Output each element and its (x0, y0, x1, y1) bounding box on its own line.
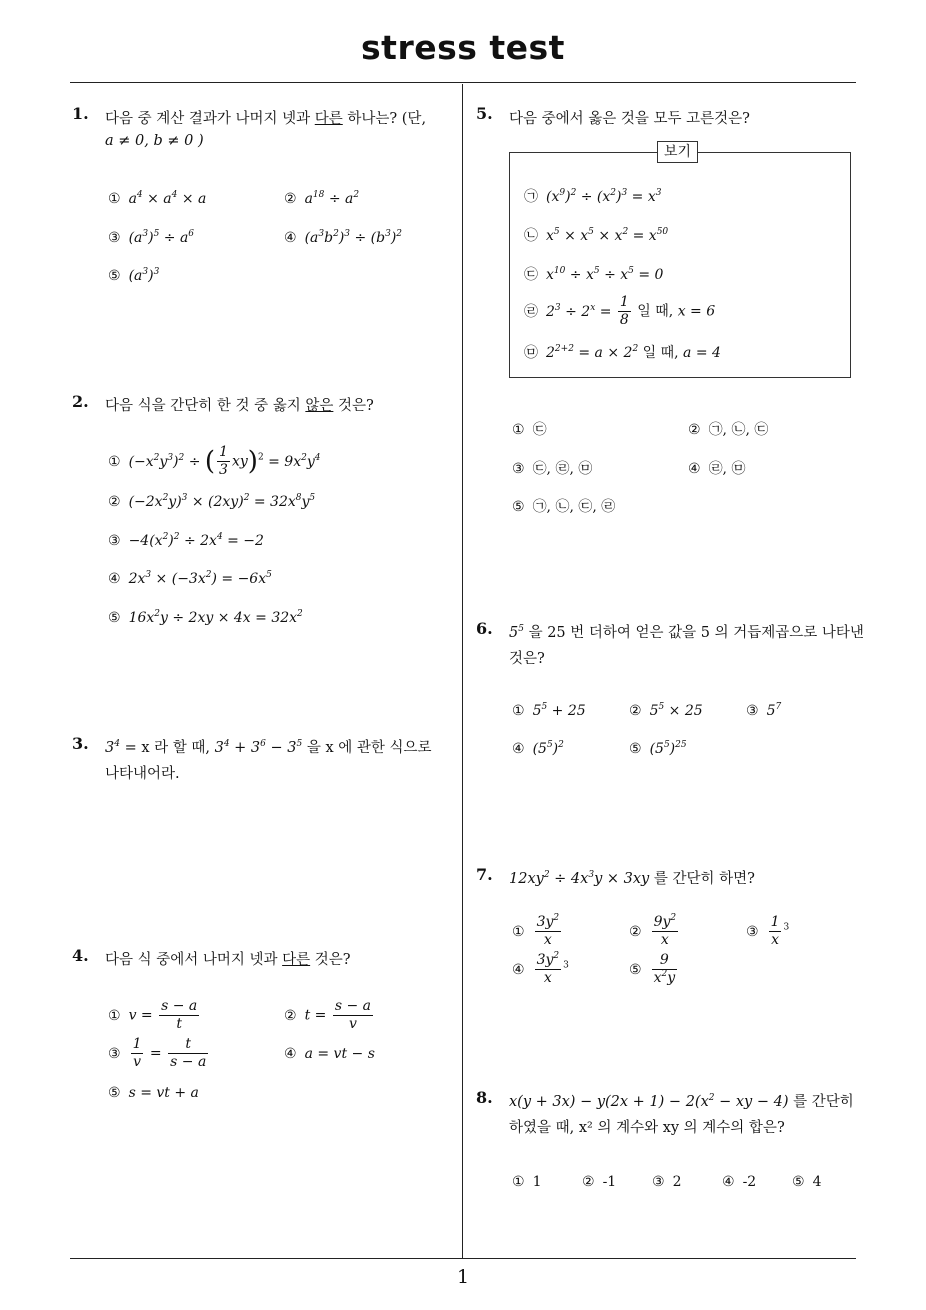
column-divider (462, 84, 463, 1259)
choice-4[interactable]: ④ -2 (722, 1174, 757, 1190)
question-number: 3. (72, 734, 89, 753)
choice-2[interactable]: ② ㉠, ㉡, ㉢ (688, 422, 769, 438)
choice-4[interactable]: ④ ㉣, ㉤ (688, 461, 746, 477)
question-number: 1. (72, 104, 89, 123)
question-text: $12xy^2 \div 4x^3y \times 3xy$ 를 간단히 하면? (509, 870, 755, 887)
question-text: 다음 중 계산 결과가 나머지 넷과 다른 하나는? (단, (105, 111, 427, 127)
choice-1[interactable]: ① $\frac{3y^2}{x}$ (512, 913, 560, 948)
choice-1[interactable]: ① v = $\frac{s - a}{t}$ (108, 998, 198, 1032)
choice-5[interactable]: ⑤ s = vt + a (108, 1085, 199, 1101)
choice-1[interactable]: ① $a^4 \times a^4 \times a$ (108, 190, 207, 207)
choice-2[interactable]: ② -1 (582, 1174, 617, 1190)
choice-4[interactable]: ④ $\frac{3y^2}{x}$ $^3$ (512, 951, 569, 986)
footer-rule (70, 1258, 856, 1259)
choice-4[interactable]: ④ $2x^3 \times (-3x^2) = -6x^5$ (108, 570, 272, 587)
question-number: 8. (476, 1088, 493, 1107)
question-number: 4. (72, 946, 89, 965)
choice-4[interactable]: ④ a = vt − s (284, 1046, 375, 1062)
choice-4[interactable]: ④ $(5^5)^2$ (512, 740, 564, 757)
page-title: stress test (361, 28, 565, 67)
choice-1[interactable]: ① 1 (512, 1174, 542, 1190)
choice-1[interactable]: ① $(-x^2y^3)^2$ ÷ ( $\frac{1}{3}$ $xy)^2 = 9x^2y^4$ (108, 444, 321, 478)
choice-3[interactable]: ③ ㉢, ㉣, ㉤ (512, 461, 593, 477)
choice-3[interactable]: ③ $\frac{1}{v}$ = $\frac{t}{s - a}$ (108, 1036, 207, 1070)
example-item-4: ㉣ $2^3 \div 2^x$ = $\frac{1}{8}$ 일 때, x = 6 (524, 294, 716, 328)
example-box-label: 보기 (657, 141, 698, 163)
question-text: 다음 식을 간단히 한 것 중 옳지 않은 것은? (105, 398, 374, 414)
header-rule (70, 82, 856, 83)
example-item-3: ㉢ $x^{10} \div x^5 \div x^5 = 0$ (524, 266, 664, 283)
choice-5[interactable]: ⑤ ㉠, ㉡, ㉢, ㉣ (512, 499, 616, 515)
choice-1[interactable]: ① $5^5 + 25$ (512, 702, 586, 719)
choice-5[interactable]: ⑤ 4 (792, 1174, 822, 1190)
choice-5[interactable]: ⑤ $(5^5)^{25}$ (629, 740, 687, 757)
choice-5[interactable]: ⑤ $(a^3)^3$ (108, 267, 160, 284)
question-text: 다음 식 중에서 나머지 넷과 다른 것은? (105, 952, 351, 968)
choice-5[interactable]: ⑤ $\frac{9}{x^2y}$ (629, 952, 676, 986)
question-text: $3^4 = x$ 라 할 때, $3^4 + 3^6 - 3^5$ 을 x 에 관한 식으로 (105, 739, 432, 756)
choice-2[interactable]: ② $(-2x^2y)^3 \times (2xy)^2 = 32x^8y^5$ (108, 493, 316, 510)
question-text: 다음 중에서 옳은 것을 모두 고른것은? (509, 111, 750, 127)
choice-2[interactable]: ② $a^{18} \div a^2$ (284, 190, 360, 207)
example-item-2: ㉡ $x^5 \times x^5 \times x^2 = x^{50}$ (524, 227, 669, 244)
question-text-line2: 것은? (509, 651, 545, 667)
choice-3[interactable]: ③ $-4(x^2)^2 \div 2x^4 = -2$ (108, 532, 264, 549)
question-text-line2: 나타내어라. (105, 766, 180, 782)
example-item-5: ㉤ $2^{2+2} = a \times 2^2$ 일 때, a = 4 (524, 344, 721, 361)
choice-1[interactable]: ① ㉢ (512, 422, 547, 438)
choice-2[interactable]: ② $5^5 \times 25$ (629, 702, 703, 719)
choice-2[interactable]: ② t = $\frac{s - a}{v}$ (284, 998, 371, 1032)
question-number: 6. (476, 619, 493, 638)
question-number: 2. (72, 392, 89, 411)
choice-5[interactable]: ⑤ $16x^2y \div 2xy \times 4x = 32x^2$ (108, 609, 303, 626)
question-text-line2: 하였을 때, x² 의 계수와 xy 의 계수의 합은? (509, 1120, 785, 1136)
question-number: 7. (476, 865, 493, 884)
question-number: 5. (476, 104, 493, 123)
choice-3[interactable]: ③ 2 (652, 1174, 682, 1190)
choice-3[interactable]: ③ $(a^3)^5 \div a^6$ (108, 229, 195, 246)
choice-4[interactable]: ④ $(a^3b^2)^3 \div (b^3)^2$ (284, 229, 403, 246)
question-condition: a ≠ 0, b ≠ 0 ) (105, 133, 204, 149)
question-text: $x(y + 3x) - y(2x + 1) - 2(x^2$ − xy − 4) 를 간단히 (509, 1093, 854, 1110)
choice-3[interactable]: ③ $5^7$ (746, 702, 782, 719)
example-item-1: ㉠ $(x^9)^2 \div (x^2)^3 = x^3$ (524, 188, 662, 205)
choice-3[interactable]: ③ $\frac{1}{x}$ $^3$ (746, 914, 790, 948)
page-number: 1 (456, 1266, 470, 1288)
choice-2[interactable]: ② $\frac{9y^2}{x}$ (629, 913, 677, 948)
question-text: $5^5$ 을 25 번 더하여 얻은 값을 5 의 거듭제곱으로 나타낸 (509, 624, 864, 641)
